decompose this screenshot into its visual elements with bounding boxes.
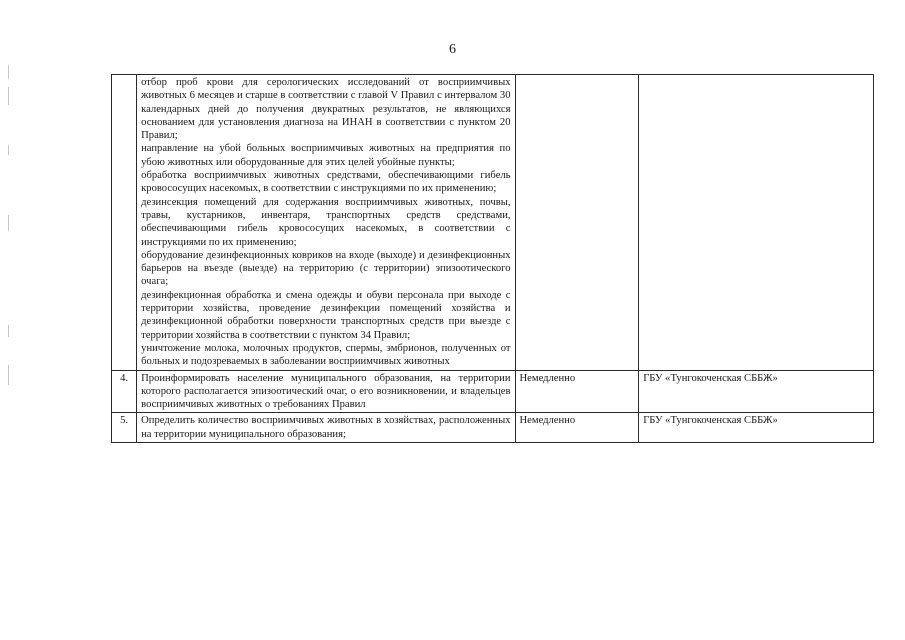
action-paragraph: уничтожение молока, молочных продуктов, спермы, эмбрионов, полученных от больных и подозреваемых в заболевании восприимчивых животных [141,342,511,368]
action-paragraph: дезинфекционная обработка и смена одежды и обуви персонала при выходе с территории хозяйства, проведение дезинфекции помещений хозяйства и дезинфекционной обработки поверхности транспортных средств при выезде с территории хозяйства в соответствии с пунктом 34 Правил; [141,289,511,341]
row-number-cell: 5. [112,413,137,443]
action-cell [137,75,515,371]
measures-table [111,74,874,443]
responsible-cell: ГБУ «Тунгокоченская СББЖ» [639,370,874,413]
action-paragraph: отбор проб крови для серологических исследований от восприимчивых животных 6 месяцев и старше в соответствии с главой V Правил с интервалом 30 календарных дней до получения двукратных результатов, не являющихся основанием для установления диагноза на ИНАН в соответствии с пунктом 20 Правил; [141,77,511,142]
row-number-cell [112,75,137,371]
table-row [112,413,874,443]
responsible-cell [639,75,874,371]
action-cell: Определить количество восприимчивых животных в хозяйствах, расположенных на территории муниципального образования; [137,413,515,443]
deadline-cell: Немедленно [515,370,639,413]
table-row [112,370,874,413]
page-number: 6 [449,42,456,57]
responsible-cell: ГБУ «Тунгокоченская СББЖ» [639,413,874,443]
row-number-cell: 4. [112,370,137,413]
deadline-cell: Немедленно [515,413,639,443]
table-row [112,75,874,371]
action-paragraph: направление на убой больных восприимчивых животных на предприятия по убою животных или оборудованные для этих целей убойные пункты; [141,143,511,168]
action-cell: Проинформировать население муниципального образования, на территории которого располагается эпизоотический очаг, о его возникновении, и владельцев восприимчивых животных о требованиях Правил [137,370,515,413]
action-paragraph: обработка восприимчивых животных средствами, обеспечивающими гибель кровососущих насекомых, в соответствии с инструкциями по их применению; [141,170,511,195]
scan-margin-marks [4,65,14,395]
action-paragraph: дезинсекция помещений для содержания восприимчивых животных, почвы, травы, кустарников, инвентаря, транспортных средств средствами, обеспечивающими гибель кровососущих насекомых, в соответствии с инструкциями по их применению; [141,196,511,248]
deadline-cell [515,75,639,371]
action-paragraph: оборудование дезинфекционных ковриков на входе (выходе) и дезинфекционных барьеров на въезде (выезде) на территорию (с территории) эпизоотического очага; [141,249,511,288]
